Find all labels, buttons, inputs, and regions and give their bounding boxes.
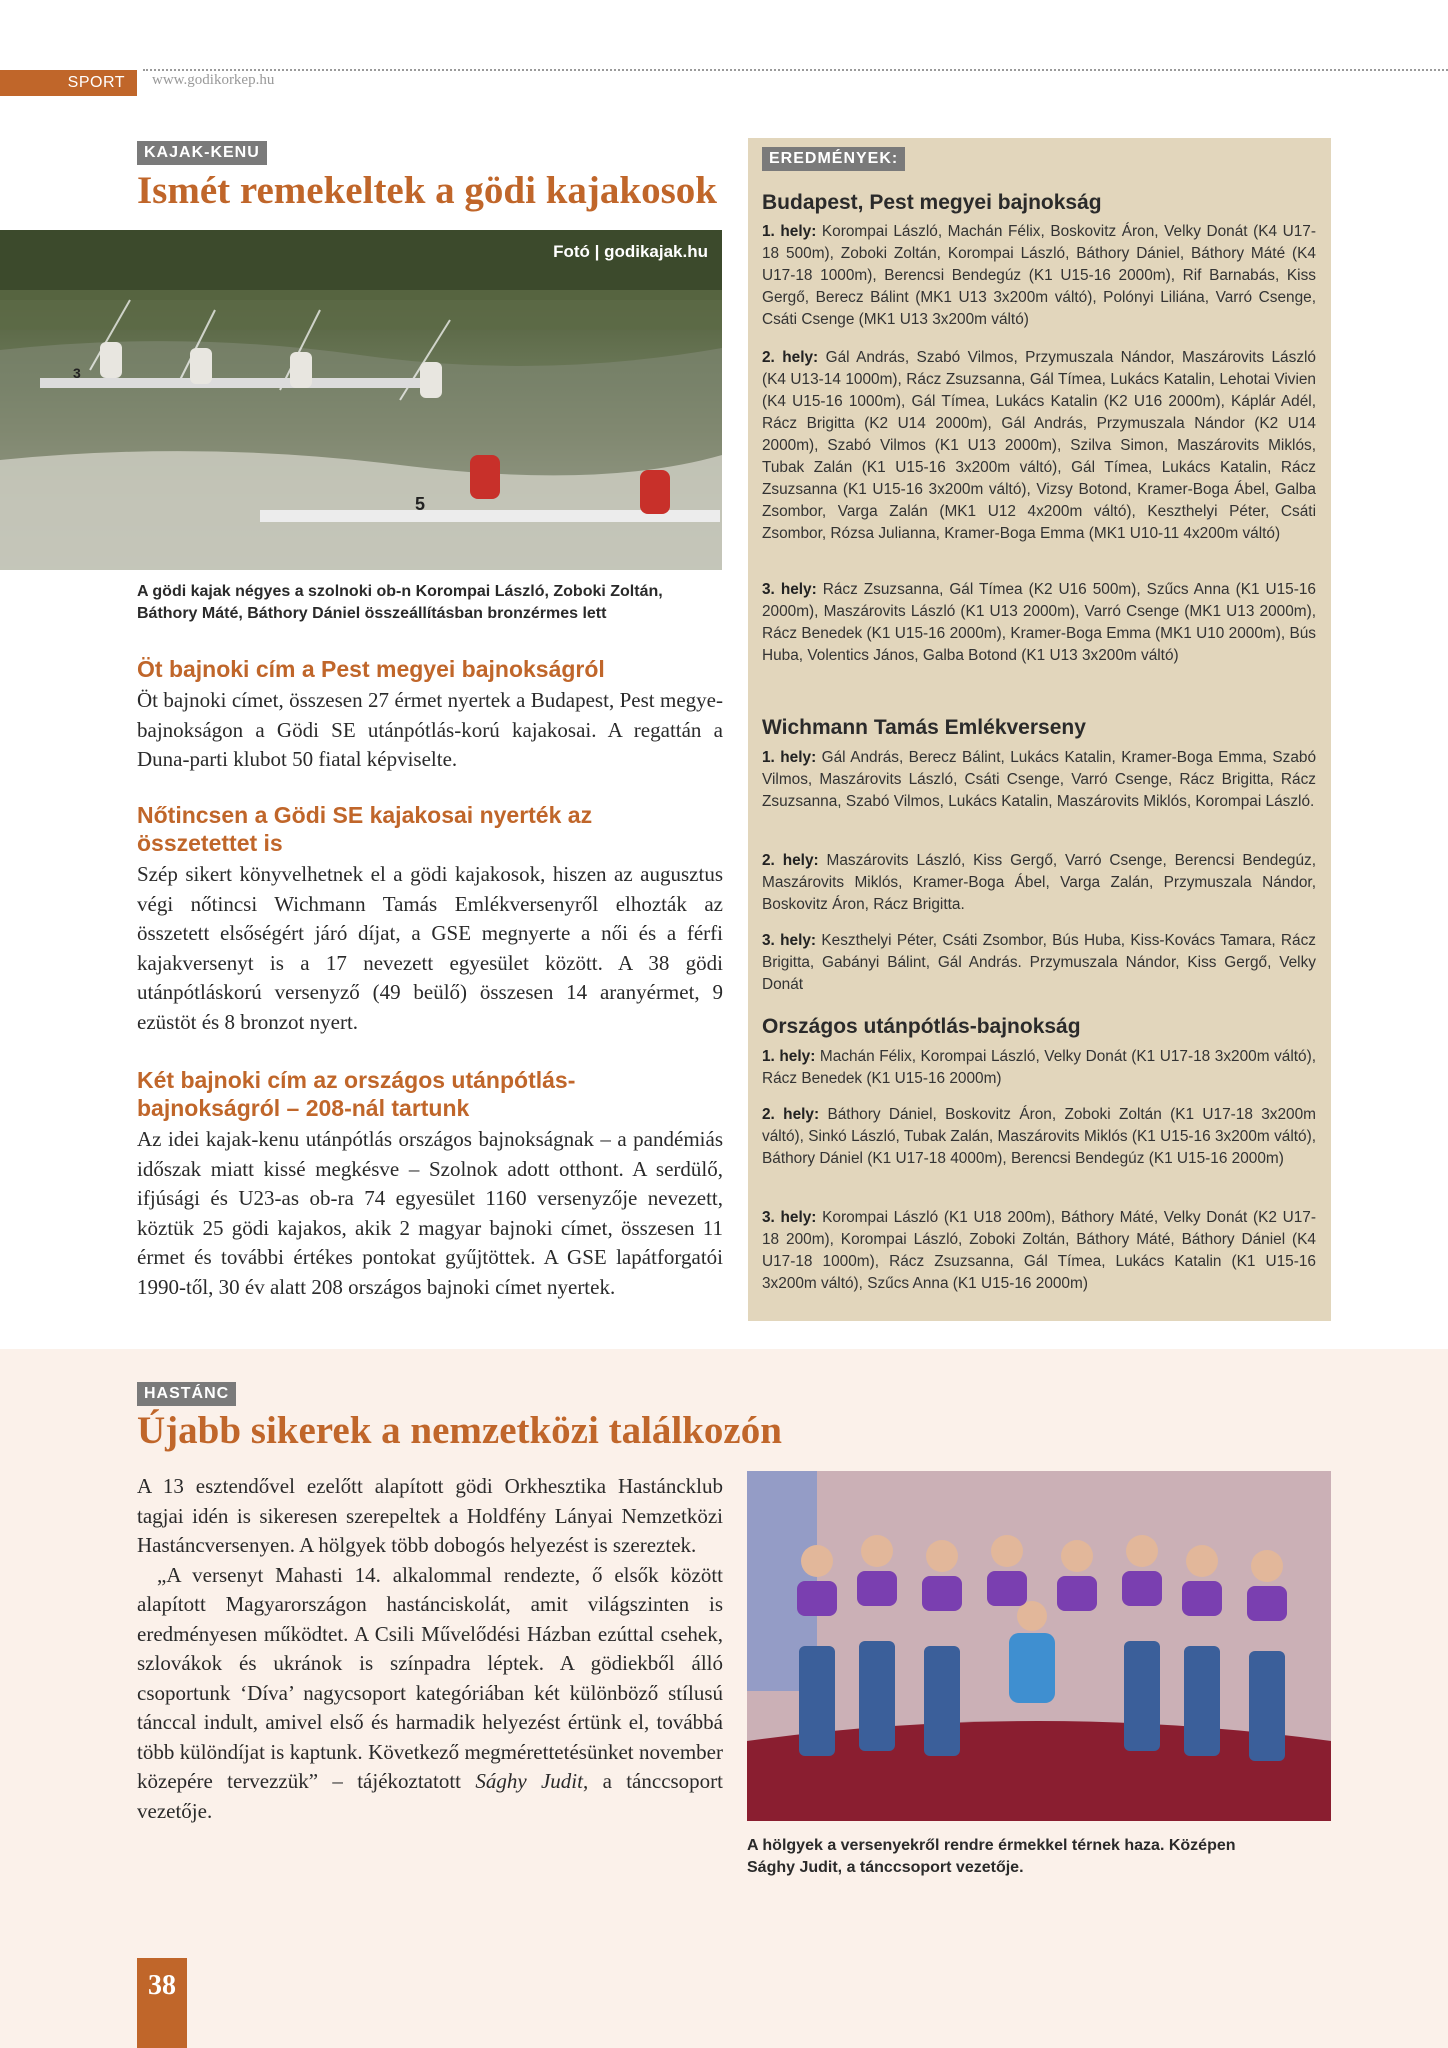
result-entry: 2. hely: Maszárovits László, Kiss Gergő, Varró Csenge, Berencsi Bendegúz, Maszárovits Miklós, Kramer-Boga Ábel, Varga Zalán, Przymuszala Nándor, Boskovitz Áron, Rácz Brigitta.	[762, 852, 1316, 913]
results-box	[748, 138, 1331, 1321]
section-tab: SPORT	[0, 70, 137, 96]
article2-paragraph1: A 13 esztendővel ezelőtt alapított gödi Orkhesztika Hastáncklub tagjai idén is sikeresen szerepeltek a Holdfény Lányai Nemzetközi Hastáncversenyen. A hölgyek több dobogós helyezést is szereztek.	[137, 1474, 723, 1557]
kayak-photo-illustration	[0, 230, 722, 570]
photo-credit: Fotó | godikajak.hu	[553, 242, 708, 261]
results-kicker: EREDMÉNYEK:	[762, 147, 905, 171]
result-entry: 3. hely: Keszthelyi Péter, Csáti Zsombor, Bús Huba, Kiss-Kovács Tamara, Rácz Brigitta, Gabányi Bálint, Gál András. Przymuszala Nándor, Kiss Gergő, Velky Donát	[762, 932, 1316, 993]
article2-title: Újabb sikerek a nemzetközi találkozón	[137, 1409, 782, 1452]
section2-text: Szép sikert könyvelhetnek el a gödi kajakosok, hiszen az augusztus végi nőtincsi Wichmann Tamás Emlékversenyről elhozták az összetett elsőségért járó díjat, a GSE megnyerte a női és a férfi kajakversenyt is a 17 nevezett egyesület között. A 38 gödi utánpótláskorú versenyző (49 beülő) összesen 14 aranyérmet, 9 ezüstöt és 8 bronzot nyert.	[137, 862, 723, 1034]
article2-paragraph2: „A versenyt Mahasti 14. alkalommal rendezte, ő elsők között alapított Magyarországon hastánciskolát, amit világszinten is eredményesen működtet. A Csili Művelődési Házban ezúttal csehek, szlovákok és ukránok is színpadra léptek. A gödiekből álló csoportunk ‘Díva’ nagycsoport kategóriában két különböző stílusú tánccal indult, amivel első és harmadik helyezést értünk el, továbbá több különdíjat is kaptunk. Következő megmérettetésünket november közepére tervezzük” – tájékoztatott Sághy Judit, a tánccsoport vezetője.	[137, 1562, 724, 1823]
article2-kicker: HASTÁNC	[137, 1382, 236, 1406]
kayak-photo	[0, 230, 722, 570]
dance-group-illustration	[747, 1471, 1331, 1821]
section1-text: Öt bajnoki címet, összesen 27 érmet nyertek a Budapest, Pest megye-bajnokságon a Gödi SE utánpótlás-korú kajakosai. A regattán a Duna-parti klubot 50 fiatal képviselte.	[137, 688, 723, 771]
caption-line: Sághy Judit, a tánccsoport vezetője.	[747, 1859, 1024, 1876]
article2-text	[137, 1472, 723, 1826]
header-rule	[143, 69, 1448, 71]
leader-name: Sághy Judit	[475, 1769, 583, 1793]
svg-text:3: 3	[73, 365, 81, 381]
photo1-caption	[137, 581, 727, 625]
results-group-heading: Országos utánpótlás-bajnokság	[762, 1015, 1081, 1038]
result-entry: 3. hely: Rácz Zsuzsanna, Gál Tímea (K2 U16 500m), Szűcs Anna (K1 U15-16 2000m), Maszárovits László (K1 U13 2000m), Varró Csenge (MK1 U13 2000m), Rácz Benedek (K1 U15-16 2000m), Kramer-Boga Emma (MK1 U10 2000m), Bús Huba, Volentics János, Galba Botond (K1 U13 3x200m váltó)	[762, 581, 1316, 664]
dance-group-photo	[747, 1471, 1331, 1821]
article1-kicker: KAJAK-KENU	[137, 141, 267, 165]
section2-heading: Nőtincsen a Gödi SE kajakosai nyerték az összetettet is	[137, 802, 593, 856]
result-entry: 1. hely: Machán Félix, Korompai László, Velky Donát (K1 U17-18 3x200m váltó), Rácz Benedek (K1 U15-16 2000m)	[762, 1048, 1316, 1087]
section1-heading: Öt bajnoki cím a Pest megyei bajnokságról	[137, 656, 605, 682]
photo2-caption	[747, 1835, 1337, 1879]
header-url[interactable]: www.godikorkep.hu	[152, 72, 275, 88]
page-number: 38	[137, 1958, 187, 2048]
svg-text:5: 5	[415, 494, 426, 514]
results-group-heading: Wichmann Tamás Emlékverseny	[762, 716, 1086, 739]
article1-title: Ismét remekeltek a gödi kajakosok	[137, 169, 717, 212]
result-entry: 2. hely: Báthory Dániel, Boskovitz Áron, Zoboki Zoltán (K1 U17-18 3x200m váltó), Sinkó László, Tubak Zalán, Maszárovits Miklós (K1 U15-16 3x200m váltó), Báthory Dániel (K1 U17-18 4000m), Berencsi Bendegúz (K1 U15-16 2000m)	[762, 1106, 1316, 1167]
results-group-heading: Budapest, Pest megyei bajnokság	[762, 191, 1102, 214]
result-entry: 1. hely: Gál András, Berecz Bálint, Lukács Katalin, Kramer-Boga Emma, Szabó Vilmos, Maszárovits László, Csáti Csenge, Varró Csenge, Rácz Brigitta, Rácz Zsuzsanna, Szabó Vilmos, Lukács Katalin, Maszárovits Miklós, Korompai László.	[762, 749, 1316, 810]
result-entry: 3. hely: Korompai László (K1 U18 200m), Báthory Máté, Velky Donát (K2 U17-18 200m), Korompai László, Zoboki Zoltán, Báthory Máté, Báthory Dániel (K4 U17-18 1000m), Rácz Zsuzsanna, Gál Tímea, Lukács Katalin (K1 U15-16 3x200m váltó), Szűcs Anna (K1 U15-16 2000m)	[762, 1209, 1316, 1292]
result-entry: 2. hely: Gál András, Szabó Vilmos, Przymuszala Nándor, Maszárovits László (K4 U13-14 1000m), Rácz Zsuzsanna, Gál Tímea, Lukács Katalin, Lehotai Vivien (K4 U15-16 1000m), Gál Tímea, Lukács Katalin (K2 U16 2000m), Káplár Adél, Rácz Brigitta (K2 U14 2000m), Gál András, Przymuszala Nándor (K2 U14 2000m), Szabó Vilmos (K1 U13 2000m), Szilva Simon, Maszárovits Miklós, Tubak Zalán (K1 U15-16 3x200m váltó), Gál Tímea, Lukács Katalin, Rácz Zsuzsanna (K1 U15-16 3x200m váltó), Vizsy Botond, Kramer-Boga Ábel, Galba Zsombor, Varga Zalán (MK1 U12 4x200m váltó), Keszthelyi Péter, Csáti Zsombor, Rózsa Julianna, Kramer-Boga Emma (MK1 U10-11 4x200m váltó)	[762, 349, 1316, 542]
section3-text: Az idei kajak-kenu utánpótlás országos bajnokságnak – a pandémiás időszak miatt kissé megkésve – Szolnok adott otthont. A serdülő, ifjúsági és U23-as ob-ra 74 egyesület 1160 versenyzője nevezett, köztük 25 gödi kajakos, akik 2 magyar bajnoki címet, összesen 11 érmet és további értékes pontokat gyűjtöttek. A GSE lapátforgatói 1990-től, 30 év alatt 208 országos bajnoki címet nyertek.	[137, 1127, 723, 1299]
caption-line: Báthory Máté, Báthory Dániel összeállításban bronzérmes lett	[137, 605, 607, 622]
section3-heading: Két bajnoki cím az országos utánpótlás-bajnokságról – 208-nál tartunk	[137, 1067, 576, 1121]
result-entry: 1. hely: Korompai László, Machán Félix, Boskovitz Áron, Velky Donát (K4 U17-18 500m), Zoboki Zoltán, Korompai László, Báthory Dániel, Báthory Máté (K4 U17-18 1000m), Berencsi Bendegúz (K1 U15-16 2000m), Rif Barnabás, Kiss Gergő, Berecz Bálint (MK1 U13 3x200m váltó), Polónyi Liliána, Varró Csenge, Csáti Csenge (MK1 U13 3x200m váltó)	[762, 223, 1316, 328]
caption-line: A hölgyek a versenyekről rendre érmekkel térnek haza. Középen	[747, 1837, 1236, 1854]
caption-line: A gödi kajak négyes a szolnoki ob-n Korompai László, Zoboki Zoltán,	[137, 583, 663, 600]
